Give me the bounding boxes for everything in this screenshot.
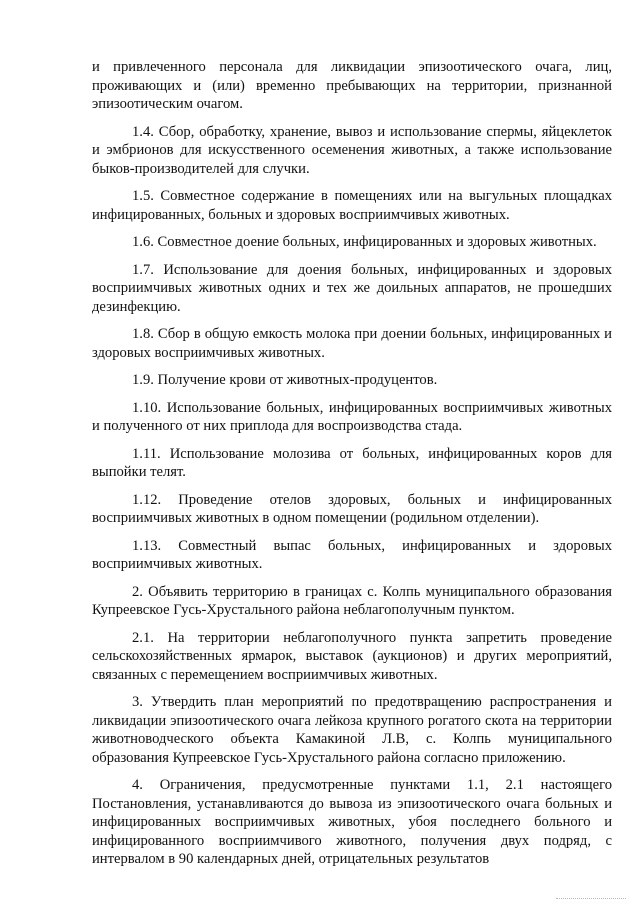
paragraph-1-10: 1.10. Использование больных, инфицированных восприимчивых животных и полученного от них приплода для воспроизводства стада. xyxy=(92,399,612,434)
paragraph-4: 4. Ограничения, предусмотренные пунктами 1.1, 2.1 настоящего Постановления, устанавливаются до вывоза из эпизоотического очага больных и инфицированных восприимчивых животных, убоя последнего больного и инфицированного восприимчивого животного, получения двух подряд, с интервалом в 90 календарных дней, отрицательных результатов xyxy=(92,777,612,867)
paragraph-1-4: 1.4. Сбор, обработку, хранение, вывоз и использование спермы, яйцеклеток и эмбрионов для искусственного осеменения животных, а также использование быков-производителей для случки. xyxy=(92,123,612,177)
paragraph-1-12: 1.12. Проведение отелов здоровых, больных и инфицированных восприимчивых животных в одном помещении (родильном отделении). xyxy=(92,491,612,526)
paragraph-1-6: 1.6. Совместное доение больных, инфицированных и здоровых животных. xyxy=(132,234,597,250)
paragraph-1-11: 1.11. Использование молозива от больных, инфицированных коров для выпойки телят. xyxy=(92,445,612,480)
paragraph-2: 2. Объявить территорию в границах с. Колпь муниципального образования Купреевское Гусь-Хрустального района неблагополучным пунктом. xyxy=(92,583,612,618)
paragraph-1-7: 1.7. Использование для доения больных, инфицированных и здоровых восприимчивых животных одних и тех же доильных аппаратов, не прошедших дезинфекцию. xyxy=(92,261,612,315)
document-body xyxy=(92,58,612,878)
paragraph-1-13: 1.13. Совместный выпас больных, инфицированных и здоровых восприимчивых животных. xyxy=(92,537,612,572)
paragraph-2-1: 2.1. На территории неблагополучного пункта запретить проведение сельскохозяйственных ярмарок, выставок (аукционов) и других мероприятий, связанных с перемещением восприимчивых животных. xyxy=(92,629,612,683)
scan-artifact-line xyxy=(556,898,626,901)
paragraph-1-5: 1.5. Совместное содержание в помещениях или на выгульных площадках инфицированных, больных и здоровых восприимчивых животных. xyxy=(92,188,612,223)
paragraph-1-9: 1.9. Получение крови от животных-продуцентов. xyxy=(132,372,438,388)
paragraph-continuation: и привлеченного персонала для ликвидации эпизоотического очага, лиц, проживающих и (или) временно пребывающих на территории, признанной эпизоотическим очагом. xyxy=(92,59,612,112)
paragraph-1-8: 1.8. Сбор в общую емкость молока при доении больных, инфицированных и здоровых восприимчивых животных. xyxy=(92,326,612,361)
paragraph-3: 3. Утвердить план мероприятий по предотвращению распространения и ликвидации эпизоотического очага лейкоза крупного рогатого скота на территории животноводческого объекта Камакиной Л.В, с. Колпь муниципального образования Купреевское Гусь-Хрустального района согласно приложению. xyxy=(92,694,612,766)
